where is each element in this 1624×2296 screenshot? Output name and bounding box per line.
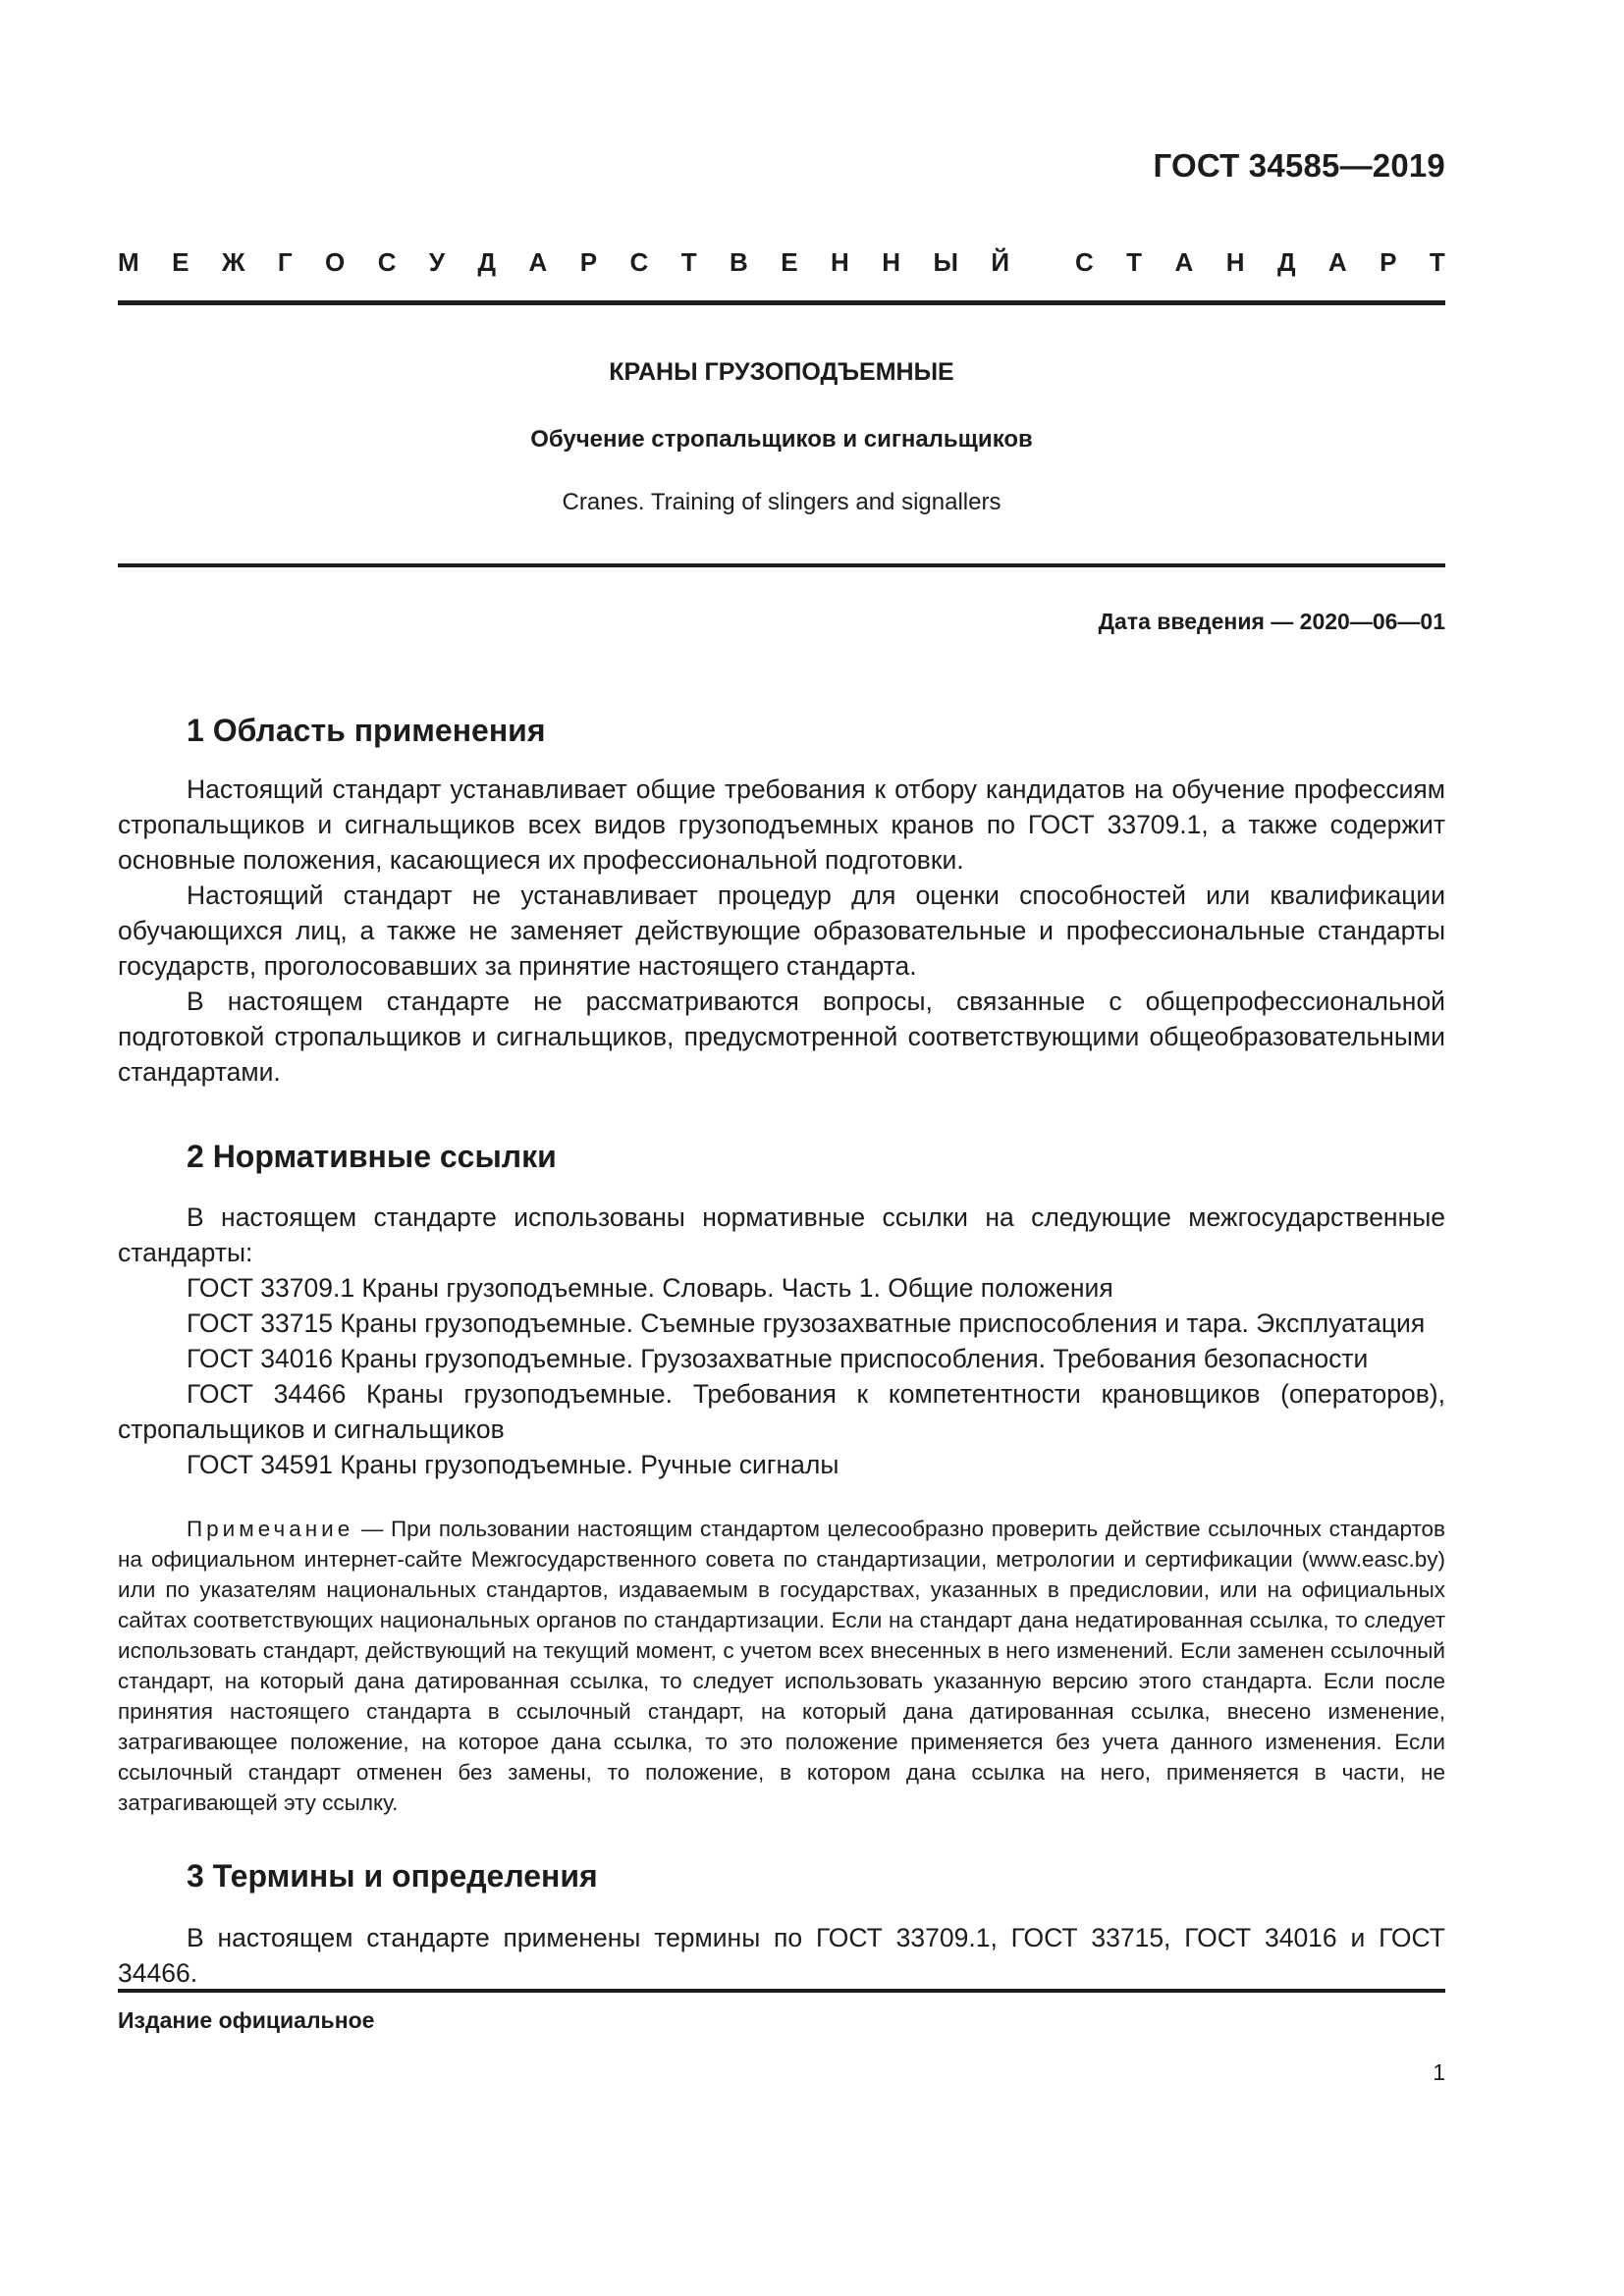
standard-letter: О [325,247,346,277]
standard-letter: С [629,247,649,277]
paragraph: В настоящем стандарте использованы нормативные ссылки на следующие межгосударственные стандарты: [118,1202,1445,1267]
header-rule [118,300,1445,305]
section-1-heading: 1 Область применения [187,713,546,748]
section-2-body [118,1200,1445,1482]
standard-letter: Р [1380,247,1397,277]
standard-letter: Г [277,247,293,277]
footer-rule [118,1989,1445,1993]
edition-label: Издание официальное [118,2007,375,2033]
standard-letter: Е [172,247,189,277]
note-block [118,1514,1445,1818]
standard-letter: А [1174,247,1194,277]
standard-letter: Н [882,247,901,277]
paragraph: В настоящем стандарте применены термины по ГОСТ 33709.1, ГОСТ 33715, ГОСТ 34016 и ГОСТ 34466. [118,1923,1445,1988]
note-label: Примечание [187,1517,354,1541]
reference-item: ГОСТ 34466 Краны грузоподъемные. Требования к компетентности крановщиков (операторов), стропальщиков и сигнальщиков [118,1379,1445,1444]
document-id: ГОСТ 34585—2019 [1153,147,1445,184]
standard-letter: А [528,247,548,277]
standard-letter: Т [1429,247,1445,277]
standard-letter: Д [1276,247,1296,277]
standard-letter: Н [831,247,849,277]
standard-letter: А [1327,247,1347,277]
document-title: КРАНЫ ГРУЗОПОДЪЕМНЫЕ [609,358,954,386]
section-1-body [118,772,1445,1090]
reference-item: ГОСТ 33709.1 Краны грузоподъемные. Словарь. Часть 1. Общие положения [187,1273,1113,1303]
section-3-body [118,1920,1445,1991]
standard-letter: Й [991,247,1010,277]
standard-letter: Ы [933,247,958,277]
note-paragraph [118,1514,1445,1818]
reference-item: ГОСТ 34016 Краны грузоподъемные. Грузозахватные приспособления. Требования безопасности [187,1344,1369,1373]
title-rule [118,563,1445,567]
standard-letter: М [118,247,139,277]
standard-type-line [118,247,1445,278]
document-title-english: Cranes. Training of slingers and signallers [562,489,1001,515]
standard-letter: Н [1225,247,1245,277]
standard-letter: Д [477,247,497,277]
standard-letter: Е [781,247,798,277]
section-2-heading: 2 Нормативные ссылки [187,1139,557,1174]
standard-letter: Ж [221,247,245,277]
paragraph: Настоящий стандарт устанавливает общие требования к отбору кандидатов на обучение профессиям стропальщиков и сигнальщиков всех видов грузоподъемных кранов по ГОСТ 33709.1, а также содержит основные положения, касающиеся их профессиональной подготовки. [118,774,1445,875]
standard-letter: С [1074,247,1094,277]
standard-letter: У [428,247,446,277]
standard-letter: В [730,247,748,277]
standard-letter: Р [579,247,598,277]
reference-item: ГОСТ 34591 Краны грузоподъемные. Ручные сигналы [187,1450,839,1479]
section-3-heading: 3 Термины и определения [187,1858,598,1894]
paragraph: В настоящем стандарте не рассматриваются вопросы, связанные с общепрофессиональной подготовкой стропальщиков и сигнальщиков, предусмотренной соответствующими общеобразовательными стандартами. [118,987,1445,1087]
standard-letter: Т [680,247,697,277]
paragraph: Настоящий стандарт не устанавливает процедур для оценки способностей или квалификации обучающихся лиц, а также не заменяет действующие образовательные и профессиональные стандарты государств, проголосовавших за принятие настоящего стандарта. [118,881,1445,981]
note-text: — При пользовании настоящим стандартом целесообразно проверить действие ссылочных стандартов на официальном интернет-сайте Межгосударственного совета по стандартизации, метрологии и сертификации (www.easc.by) или по указателям национальных стандартов, издаваемым в государствах, указанных в предисловии, или на официальных сайтах соответствующих национальных органов по стандартизации. Если на стандарт дана недатированная ссылка, то следует использовать стандарт, действующий на текущий момент, с учетом всех внесенных в него изменений. Если заменен ссылочный стандарт, на который дана датированная ссылка, то следует использовать указанную версию этого стандарта. Если после принятия настоящего стандарта в ссылочный стандарт, на который дана датированная ссылка, внесено изменение, затрагивающее положение, на которое дана ссылка, то это положение применяется без учета данного изменения. Если ссылочный стандарт отменен без замены, то положение, в котором дана ссылка на него, применяется в части, не затрагивающей эту ссылку. [118,1517,1445,1815]
page-number: 1 [1433,2059,1445,2085]
reference-item: ГОСТ 33715 Краны грузоподъемные. Съемные грузозахватные приспособления и тара. Эксплуатация [187,1308,1426,1338]
standard-letter: С [377,247,397,277]
document-subtitle: Обучение стропальщиков и сигнальщиков [530,426,1033,453]
introduction-date: Дата введения — 2020—06—01 [1098,609,1445,634]
standard-letter: Т [1126,247,1143,277]
